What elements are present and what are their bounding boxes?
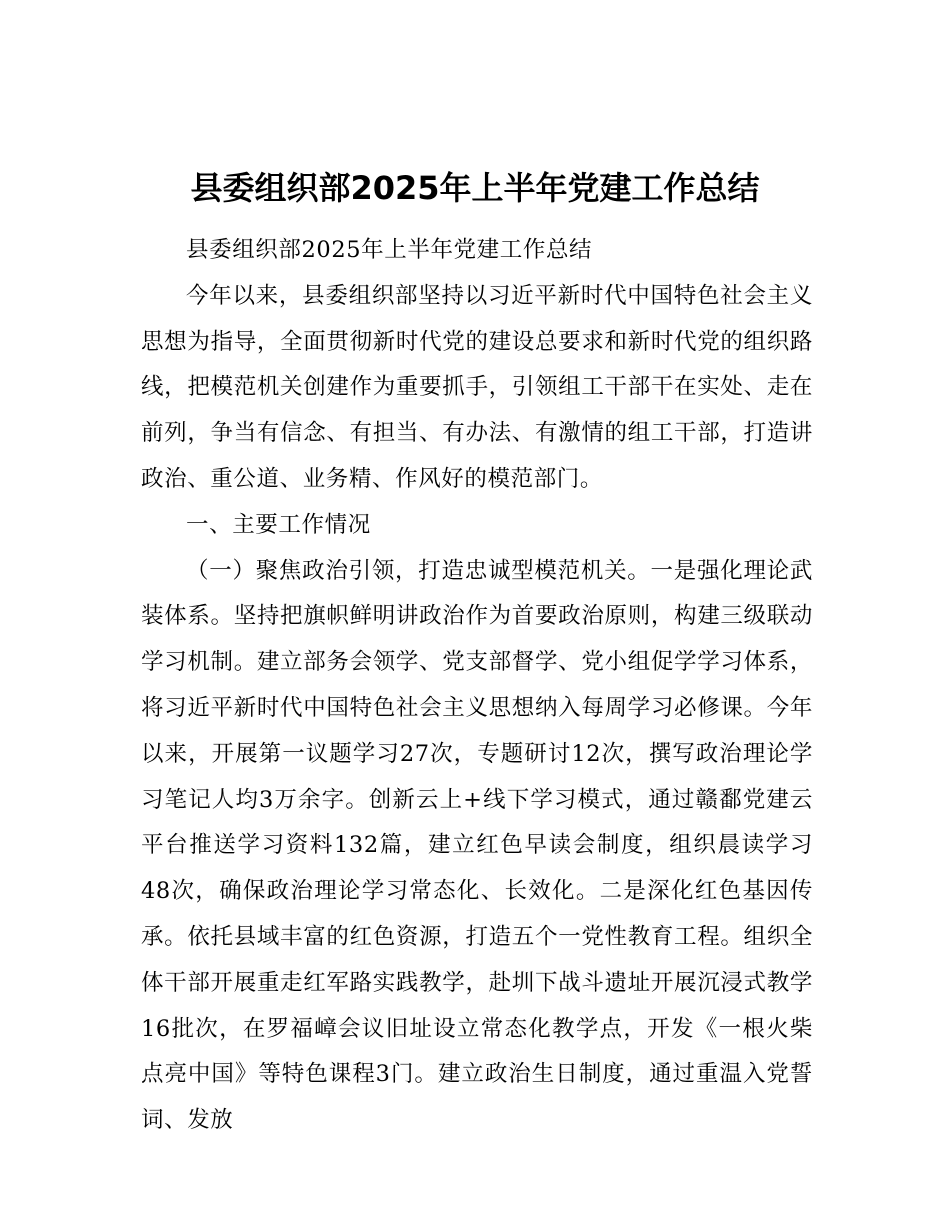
intro-paragraph: 今年以来，县委组织部坚持以习近平新时代中国特色社会主义思想为指导，全面贯彻新时代党的建设总要求和新时代党的组织路线，把模范机关创建作为重要抓手，引领组工干部干在实处、走在前列，争当有信念、有担当、有办法、有激情的组工干部，打造讲政治、重公道、业务精、作风好的模范部门。 bbox=[141, 282, 813, 492]
document-title: 县委组织部2025年上半年党建工作总结 bbox=[190, 169, 760, 207]
document-body bbox=[141, 228, 813, 1144]
section-paragraph: （一）聚焦政治引领，打造忠诚型模范机关。一是强化理论武装体系。坚持把旗帜鲜明讲政治作为首要政治原则，构建三级联动学习机制。建立部务会领学、党支部督学、党小组促学学习体系，将习近平新时代中国特色社会主义思想纳入每周学习必修课。今年以来，开展第一议题学习27次，专题研讨12次，撰写政治理论学习笔记人均3万余字。创新云上+线下学习模式，通过赣鄱党建云平台推送学习资料132篇，建立红色早读会制度，组织晨读学习48次，确保政治理论学习常态化、长效化。二是深化红色基因传承。依托县域丰富的红色资源，打造五个一党性教育工程。组织全体干部开展重走红军路实践教学，赴圳下战斗遗址开展沉浸式教学16批次，在罗福嶂会议旧址设立常态化教学点，开发《一根火柴点亮中国》等特色课程3门。建立政治生日制度，通过重温入党誓词、发放 bbox=[141, 557, 813, 1134]
document-subtitle: 县委组织部2025年上半年党建工作总结 bbox=[186, 237, 593, 263]
section-heading: 一、主要工作情况 bbox=[186, 511, 371, 538]
